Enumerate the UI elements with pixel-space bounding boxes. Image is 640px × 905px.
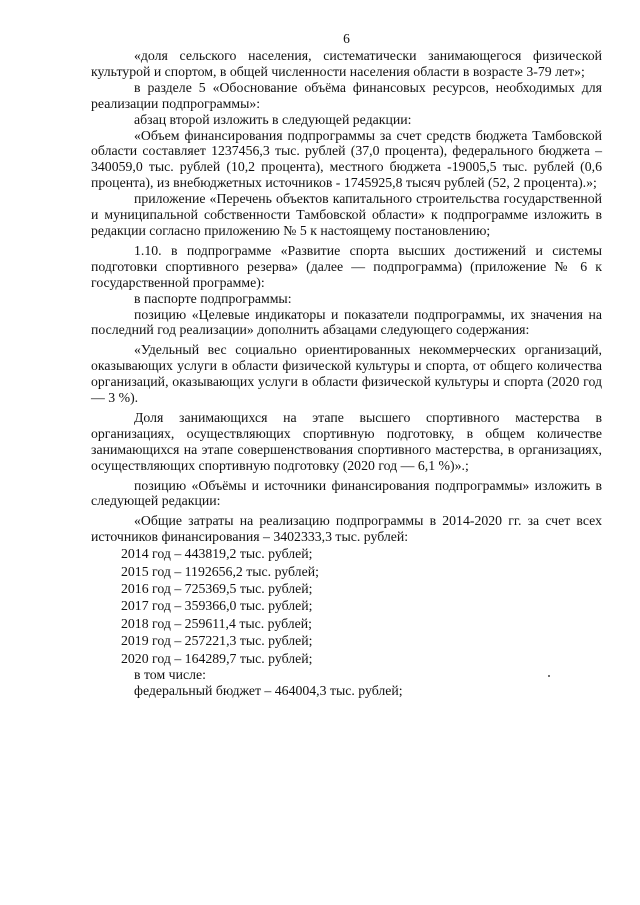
paragraph: «Объем финансирования подпрограммы за счет средств бюджета Тамбовской области составляет 1237456,3 тыс. рублей (37,0 процента), федерального бюджета – 340059,0 тыс. рублей (10,2 процента), местного бюджета -19005,5 тыс. рублей (0,6 процента), из внебюджетных источников - 1745925,8 тысяч рублей (52, 2 процента).»;	[91, 127, 602, 191]
paragraph: абзац второй изложить в следующей редакции:	[134, 111, 412, 127]
list-item: 2015 год – 1192656,2 тыс. рублей;	[121, 563, 319, 579]
paragraph: «Удельный вес социально ориентированных некоммерческих организаций, оказывающих услуги в области физической культуры и спорта, от общего количества организаций, оказывающих услуги в области физической культуры и спорта (2020 год — 3 %).	[91, 342, 602, 406]
list-item: 2018 год – 259611,4 тыс. рублей;	[121, 615, 313, 631]
document-body	[91, 48, 602, 545]
paragraph: позицию «Целевые индикаторы и показатели подпрограммы, их значения на последний год реализации» дополнить абзацами следующего содержания:	[91, 306, 602, 338]
paragraph: «Общие затраты на реализацию подпрограммы в 2014-2020 гг. за счет всех источников финансирования – 3402333,3 тыс. рублей:	[91, 513, 602, 545]
list-item: 2016 год – 725369,5 тыс. рублей;	[121, 581, 313, 596]
paragraph: в паспорте подпрограммы:	[134, 290, 292, 306]
scan-speck	[548, 675, 550, 677]
list-item: 2020 год – 164289,7 тыс. рублей;	[121, 650, 313, 666]
paragraph: в разделе 5 «Обоснование объёма финансовых ресурсов, необходимых для реализации подпрограммы»:	[91, 79, 602, 111]
funding-by-year-list	[91, 545, 602, 667]
paragraph: Доля занимающихся на этапе высшего спортивного мастерства в организациях, осуществляющих спортивную подготовку, в общем количестве занимающихся на этапе совершенствования спортивного мастерства, в организациях, осуществляющих спортивную подготовку (2020 год — 6,1 %)».;	[91, 409, 602, 473]
list-item: 2014 год – 443819,2 тыс. рублей;	[121, 546, 313, 562]
list-item: 2019 год – 257221,3 тыс. рублей;	[121, 633, 313, 649]
paragraph: позицию «Объёмы и источники финансирования подпрограммы» изложить в следующей редакции:	[91, 477, 602, 509]
federal-budget-line: федеральный бюджет – 464004,3 тыс. рублей;	[134, 682, 403, 698]
paragraph: приложение «Перечень объектов капитального строительства государственной и муниципальной собственности Тамбовской области» к подпрограмме изложить в редакции согласно приложению № 5 к настоящему постановлению;	[91, 191, 602, 238]
in-total-label: в том числе:	[134, 667, 206, 683]
paragraph: «доля сельского населения, систематически занимающегося физической культурой и спортом, в общей численности населения области в возрасте 3-79 лет»;	[91, 48, 602, 79]
list-item: 2017 год – 359366,0 тыс. рублей;	[121, 598, 313, 614]
page-number: 6	[343, 31, 350, 46]
paragraph: 1.10. в подпрограмме «Развитие спорта высших достижений и системы подготовки спортивного резерва» (далее — подпрограмма) (приложение № 6 к государственной программе):	[91, 242, 602, 290]
